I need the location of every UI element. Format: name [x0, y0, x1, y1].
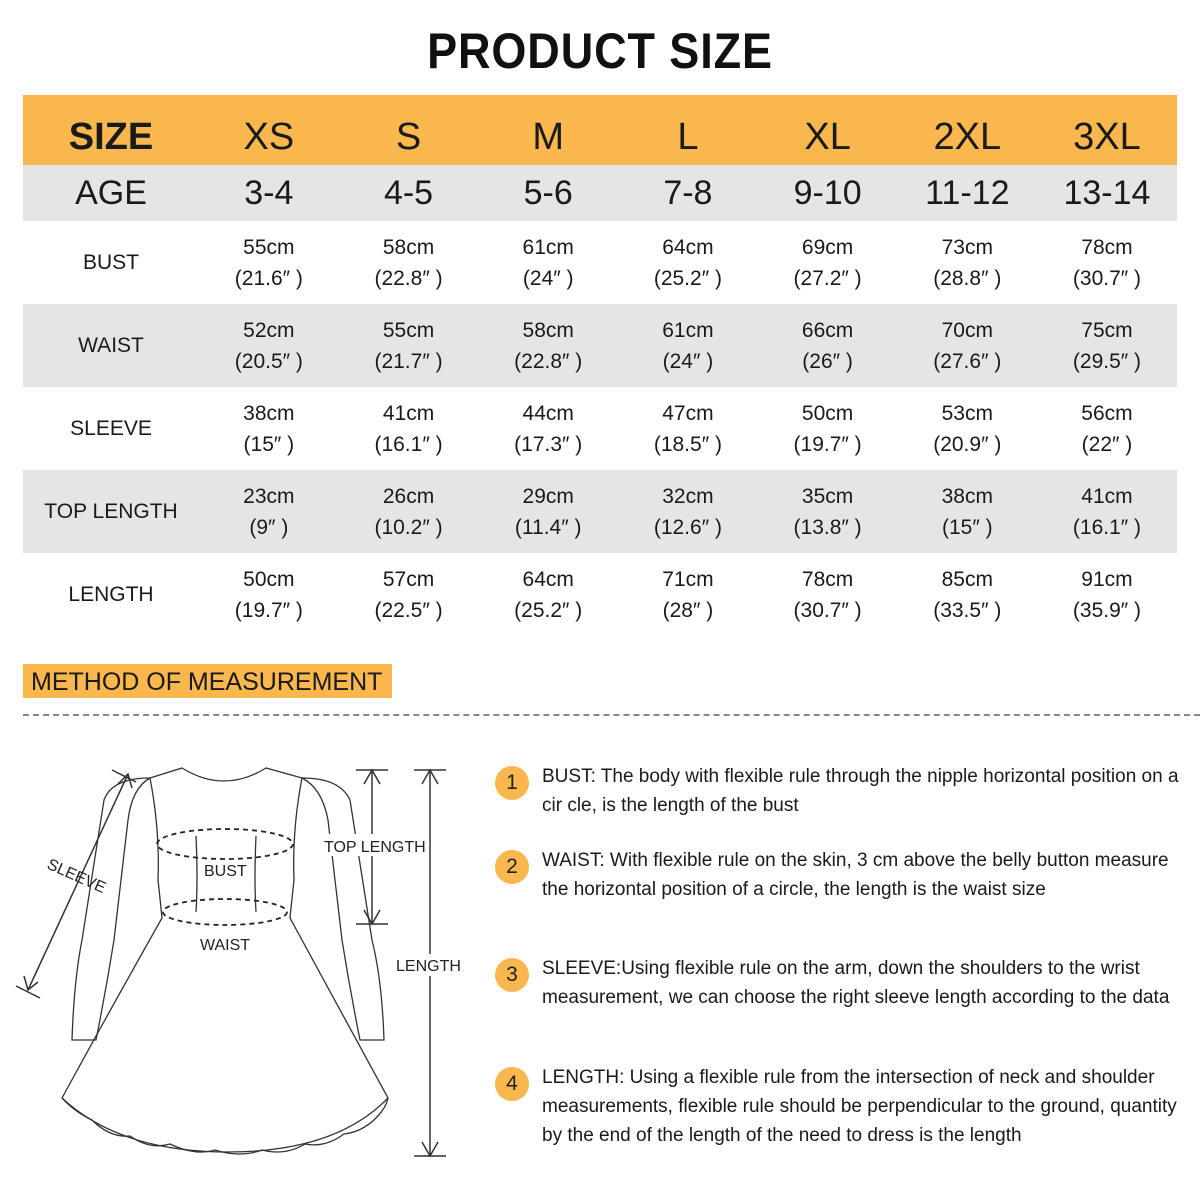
- value-cm: 64cm: [522, 567, 574, 591]
- value-cm: 58cm: [382, 235, 435, 259]
- measurement-cell: [1037, 398, 1177, 460]
- value-cm: 50cm: [801, 401, 854, 425]
- waist-label: WAIST: [200, 937, 251, 954]
- value-inch: (17.3″ ): [514, 432, 583, 456]
- page-title: PRODUCT SIZE: [427, 23, 773, 79]
- step-item: [495, 954, 1182, 1012]
- measurement-cell: [339, 232, 479, 294]
- measurement-cell: [758, 398, 898, 460]
- value-cm: 50cm: [243, 567, 295, 591]
- value-inch: (27.2″ ): [793, 266, 862, 290]
- dress-diagram: [0, 740, 470, 1180]
- step-number: 1: [495, 766, 529, 800]
- size-col: 3XL: [1073, 115, 1141, 158]
- value-inch: (29.5″ ): [1072, 349, 1142, 373]
- age-cell: 11-12: [925, 173, 1010, 212]
- measurement-cell: [199, 564, 339, 626]
- value-cm: 47cm: [662, 401, 714, 425]
- dashed-divider: [23, 714, 1200, 716]
- measurement-row: [23, 304, 1177, 387]
- value-cm: 64cm: [662, 235, 714, 259]
- measurement-cell: [758, 232, 898, 294]
- measurement-cell: [199, 315, 339, 377]
- value-inch: (35.9″ ): [1072, 598, 1142, 622]
- measurement-label: TOP LENGTH: [44, 499, 178, 523]
- value-cm: 55cm: [382, 318, 435, 342]
- value-cm: 66cm: [801, 318, 854, 342]
- size-col: M: [532, 115, 565, 158]
- value-inch: (27.6″ ): [933, 349, 1002, 373]
- value-inch: (19.7″ ): [793, 432, 862, 456]
- value-inch: (15″ ): [243, 432, 295, 456]
- value-cm: 53cm: [941, 401, 993, 425]
- size-col: 2XL: [933, 115, 1002, 158]
- measurement-cell: [618, 481, 758, 543]
- measurement-cell: [199, 398, 339, 460]
- value-cm: 44cm: [522, 401, 574, 425]
- value-cm: 32cm: [662, 484, 714, 508]
- value-inch: (11.4″ ): [514, 515, 582, 539]
- value-cm: 41cm: [382, 401, 435, 425]
- value-inch: (25.2″ ): [653, 266, 722, 290]
- measurement-cell: [897, 481, 1037, 543]
- sleeve-label: SLEEVE: [44, 856, 109, 897]
- value-inch: (25.2″ ): [514, 598, 583, 622]
- value-cm: 85cm: [941, 567, 993, 591]
- measurement-cell: [339, 564, 479, 626]
- measurement-cell: [897, 232, 1037, 294]
- value-inch: (16.1″ ): [374, 432, 443, 456]
- measurement-cell: [897, 564, 1037, 626]
- measurement-cell: [618, 315, 758, 377]
- measurement-label: LENGTH: [68, 582, 154, 606]
- value-inch: (15″ ): [941, 515, 993, 539]
- value-cm: 56cm: [1081, 401, 1133, 425]
- size-col: XS: [243, 115, 295, 158]
- length-label: LENGTH: [396, 958, 461, 975]
- value-cm: 23cm: [243, 484, 295, 508]
- value-inch: (13.8″ ): [793, 515, 862, 539]
- value-cm: 26cm: [382, 484, 435, 508]
- measurement-cell: [1037, 564, 1177, 626]
- measurement-cell: [1037, 232, 1177, 294]
- measurement-cell: [199, 232, 339, 294]
- value-cm: 75cm: [1081, 318, 1133, 342]
- measurement-label: SLEEVE: [70, 416, 152, 440]
- measurement-row: [23, 470, 1177, 553]
- step-item: [495, 1063, 1182, 1150]
- measurement-cell: [478, 232, 618, 294]
- value-inch: (26″ ): [802, 349, 853, 373]
- value-inch: (20.9″ ): [933, 432, 1002, 456]
- step-item: [495, 846, 1182, 904]
- size-header-label: SIZE: [68, 115, 154, 158]
- size-col: S: [395, 115, 422, 158]
- value-inch: (18.5″ ): [653, 432, 722, 456]
- measurement-row: [23, 553, 1177, 636]
- value-cm: 29cm: [522, 484, 574, 508]
- value-cm: 71cm: [662, 567, 714, 591]
- value-inch: (20.5″ ): [234, 349, 303, 373]
- value-inch: (21.6″ ): [234, 266, 303, 290]
- measurement-cell: [758, 564, 898, 626]
- measurement-cell: [199, 481, 339, 543]
- step-text: BUST: The body with flexible rule through the nipple horizontal position on a cir cle, is the length of the bust: [542, 766, 1179, 816]
- measurement-cell: [618, 232, 758, 294]
- age-row: [23, 165, 1177, 221]
- bust-label: BUST: [204, 863, 247, 880]
- measurement-row: [23, 387, 1177, 470]
- step-text: WAIST: With flexible rule on the skin, 3 cm above the belly button measure the horizontal position of a circle, the length is the waist size: [542, 850, 1169, 900]
- value-inch: (24″ ): [522, 266, 574, 290]
- age-cell: 13-14: [1063, 173, 1151, 212]
- value-inch: (21.7″ ): [374, 349, 443, 373]
- value-inch: (30.7″ ): [1072, 266, 1142, 290]
- method-title: METHOD OF MEASUREMENT: [23, 664, 392, 698]
- value-cm: 55cm: [243, 235, 295, 259]
- top-length-label: TOP LENGTH: [324, 839, 426, 856]
- size-header-row: [23, 95, 1177, 165]
- value-cm: 73cm: [941, 235, 993, 259]
- age-label: AGE: [75, 173, 147, 212]
- size-col: XL: [804, 115, 851, 158]
- step-number: 4: [495, 1067, 529, 1101]
- value-inch: (12.6″ ): [653, 515, 722, 539]
- value-cm: 58cm: [522, 318, 574, 342]
- value-inch: (10.2″ ): [374, 515, 443, 539]
- value-inch: (22.5″ ): [374, 598, 443, 622]
- value-cm: 41cm: [1081, 484, 1133, 508]
- measurement-label: BUST: [82, 250, 139, 274]
- measurement-cell: [478, 564, 618, 626]
- step-number: 3: [495, 958, 529, 992]
- value-cm: 57cm: [382, 567, 435, 591]
- step-number: 2: [495, 850, 529, 884]
- size-col: L: [677, 115, 699, 158]
- measurement-cell: [478, 315, 618, 377]
- age-cell: 9-10: [793, 173, 862, 212]
- value-cm: 52cm: [243, 318, 295, 342]
- value-inch: (16.1″ ): [1072, 515, 1142, 539]
- value-cm: 35cm: [801, 484, 854, 508]
- value-cm: 61cm: [522, 235, 574, 259]
- value-cm: 78cm: [1081, 235, 1133, 259]
- step-text: LENGTH: Using a flexible rule from the intersection of neck and shoulder measurements, flexible rule should be perpendicular to the ground, quantity by the end of the length of the need to dress is the length: [542, 1067, 1177, 1146]
- age-cell: 4-5: [383, 173, 434, 212]
- measurement-cell: [478, 481, 618, 543]
- measurement-cell: [758, 315, 898, 377]
- value-cm: 38cm: [941, 484, 993, 508]
- value-inch: (33.5″ ): [933, 598, 1002, 622]
- age-cell: 7-8: [663, 173, 713, 212]
- measurement-cell: [1037, 315, 1177, 377]
- value-cm: 78cm: [801, 567, 854, 591]
- size-table: [23, 95, 1177, 636]
- measurement-cell: [897, 398, 1037, 460]
- value-inch: (22.8″ ): [514, 349, 583, 373]
- value-cm: 61cm: [662, 318, 714, 342]
- value-inch: (22″ ): [1081, 432, 1133, 456]
- value-cm: 69cm: [801, 235, 854, 259]
- age-cell: 3-4: [244, 173, 294, 212]
- value-inch: (19.7″ ): [234, 598, 303, 622]
- measurement-cell: [758, 481, 898, 543]
- value-inch: (28.8″ ): [933, 266, 1002, 290]
- value-inch: (28″ ): [662, 598, 714, 622]
- value-inch: (9″ ): [249, 515, 289, 539]
- value-inch: (24″ ): [662, 349, 714, 373]
- age-cell: 5-6: [523, 173, 573, 212]
- measurement-cell: [897, 315, 1037, 377]
- measurement-row: [23, 221, 1177, 304]
- measurement-cell: [1037, 481, 1177, 543]
- measurement-cell: [618, 398, 758, 460]
- value-cm: 70cm: [941, 318, 993, 342]
- value-inch: (22.8″ ): [374, 266, 443, 290]
- step-item: [495, 762, 1182, 820]
- value-inch: (30.7″ ): [793, 598, 862, 622]
- measurement-cell: [339, 481, 479, 543]
- measurement-cell: [618, 564, 758, 626]
- measurement-cell: [339, 315, 479, 377]
- value-cm: 91cm: [1081, 567, 1133, 591]
- value-cm: 38cm: [243, 401, 295, 425]
- measurement-cell: [478, 398, 618, 460]
- measurement-cell: [339, 398, 479, 460]
- measurement-label: WAIST: [78, 333, 144, 357]
- step-text: SLEEVE:Using flexible rule on the arm, down the shoulders to the wrist measurement, we can choose the right sleeve length according to the data: [542, 958, 1170, 1008]
